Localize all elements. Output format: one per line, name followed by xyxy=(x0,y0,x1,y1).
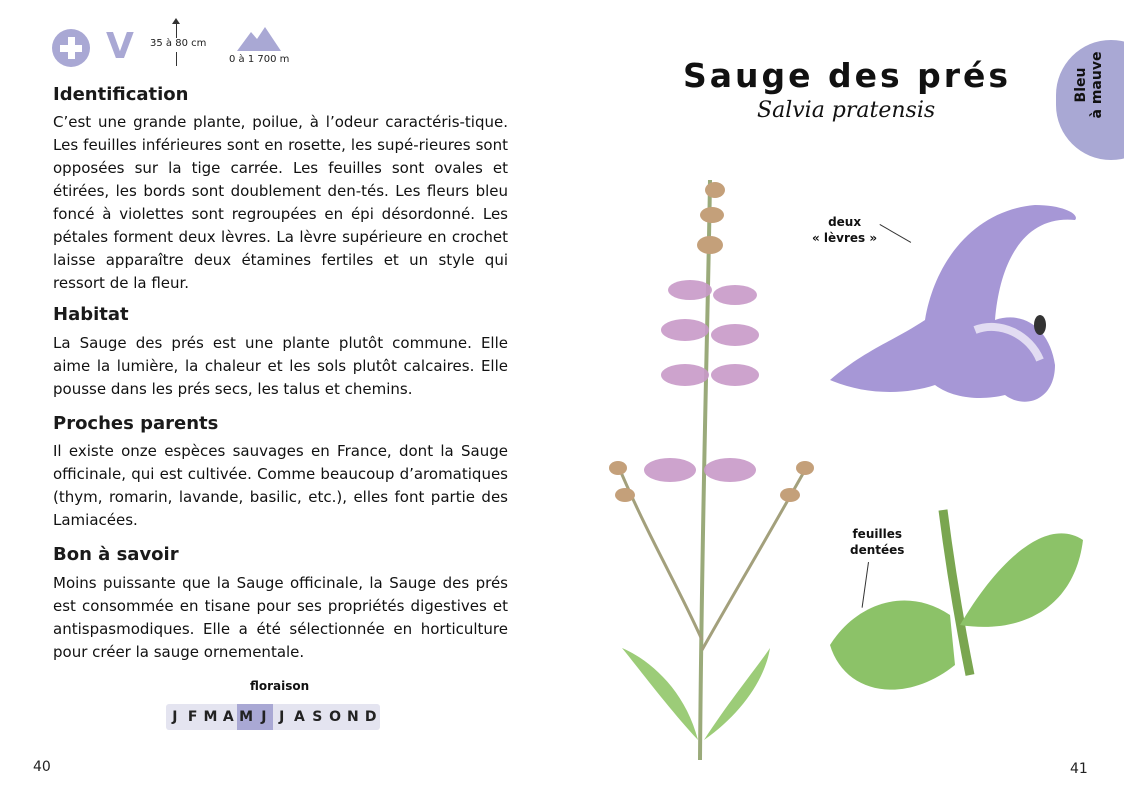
section-heading-habitat: Habitat xyxy=(53,304,129,325)
color-tab-label xyxy=(1073,50,1105,120)
height-arrow-line-bottom xyxy=(176,52,177,66)
month-oct: O xyxy=(329,709,342,725)
section-heading-identification: Identification xyxy=(53,84,189,105)
month-may: M xyxy=(237,704,255,730)
section-text-bon-a-savoir: Moins puissante que la Sauge officinale, la Sauge des prés est consommée en tisane pour ses propriétés digestives et antispasmodiques. Elle a été sélectionnée en horticulture pour créer la sauge ornementale. xyxy=(53,574,508,661)
month-feb: F xyxy=(187,709,198,725)
month-jul: J xyxy=(279,709,285,725)
color-tab-line1: Bleu xyxy=(1073,67,1089,103)
page-number-left: 40 xyxy=(33,759,51,775)
month-aug: A xyxy=(294,709,305,725)
callout-flower-lips xyxy=(812,214,877,246)
month-jun: J xyxy=(255,704,273,730)
altitude-range: 0 à 1 700 m xyxy=(229,54,290,65)
month-nov: N xyxy=(347,709,359,725)
callout-leaves-toothed xyxy=(850,526,904,558)
v-symbol: V xyxy=(106,26,134,67)
month-jan: J xyxy=(172,709,178,725)
flowering-calendar xyxy=(166,704,380,730)
callout-leaf-line2: dentées xyxy=(850,543,905,557)
latin-name: Salvia pratensis xyxy=(757,98,936,123)
callout-flower-line1: deux xyxy=(828,215,862,229)
height-arrow-line-top xyxy=(176,20,177,38)
month-dec: D xyxy=(364,709,377,725)
page-title: Sauge des prés xyxy=(683,56,1012,95)
month-mar: M xyxy=(203,709,218,725)
color-tab-line2: à mauve xyxy=(1089,51,1105,119)
height-range: 35 à 80 cm xyxy=(150,38,207,49)
month-sep: S xyxy=(312,709,323,725)
section-heading-proches-parents: Proches parents xyxy=(53,413,219,434)
callout-leaf-line1: feuilles xyxy=(852,527,902,541)
plant-illustration xyxy=(590,170,830,770)
section-text-identification: C’est une grande plante, poilue, à l’odeur caractéris-tique. Les feuilles inférieures sont en rosette, les supé-rieures sont opposées sur la tige carrée. Les feuilles sont ovales et étirées, les bords sont doublement den-tés. Les fleurs bleu foncé à violettes sont regroupées en épi désordonné. Les pétales forment deux lèvres. La lèvre supérieure en crochet laisse apparaître deux étamines fertiles et un style qui ressort de la fleur. xyxy=(53,113,508,292)
section-text-habitat: La Sauge des prés est une plante plutôt commune. Elle aime la lumière, la chaleur et les sols plutôt calcaires. Elle pousse dans les prés secs, les talus et chemins. xyxy=(53,334,508,398)
section-text-proches-parents: Il existe onze espèces sauvages en France, dont la Sauge officinale, qui est cultivée. Comme beaucoup d’aromatiques (thym, romarin, lavande, basilic, etc.), elles font partie des Lamiacées. xyxy=(53,442,508,529)
month-apr: A xyxy=(222,709,234,725)
mountain-icon xyxy=(235,24,283,52)
plus-icon xyxy=(52,29,90,67)
section-heading-bon-a-savoir: Bon à savoir xyxy=(53,544,179,565)
page-number-right: 41 xyxy=(1070,761,1088,777)
callout-flower-line2: « lèvres » xyxy=(812,231,878,245)
flowering-label: floraison xyxy=(250,679,310,693)
